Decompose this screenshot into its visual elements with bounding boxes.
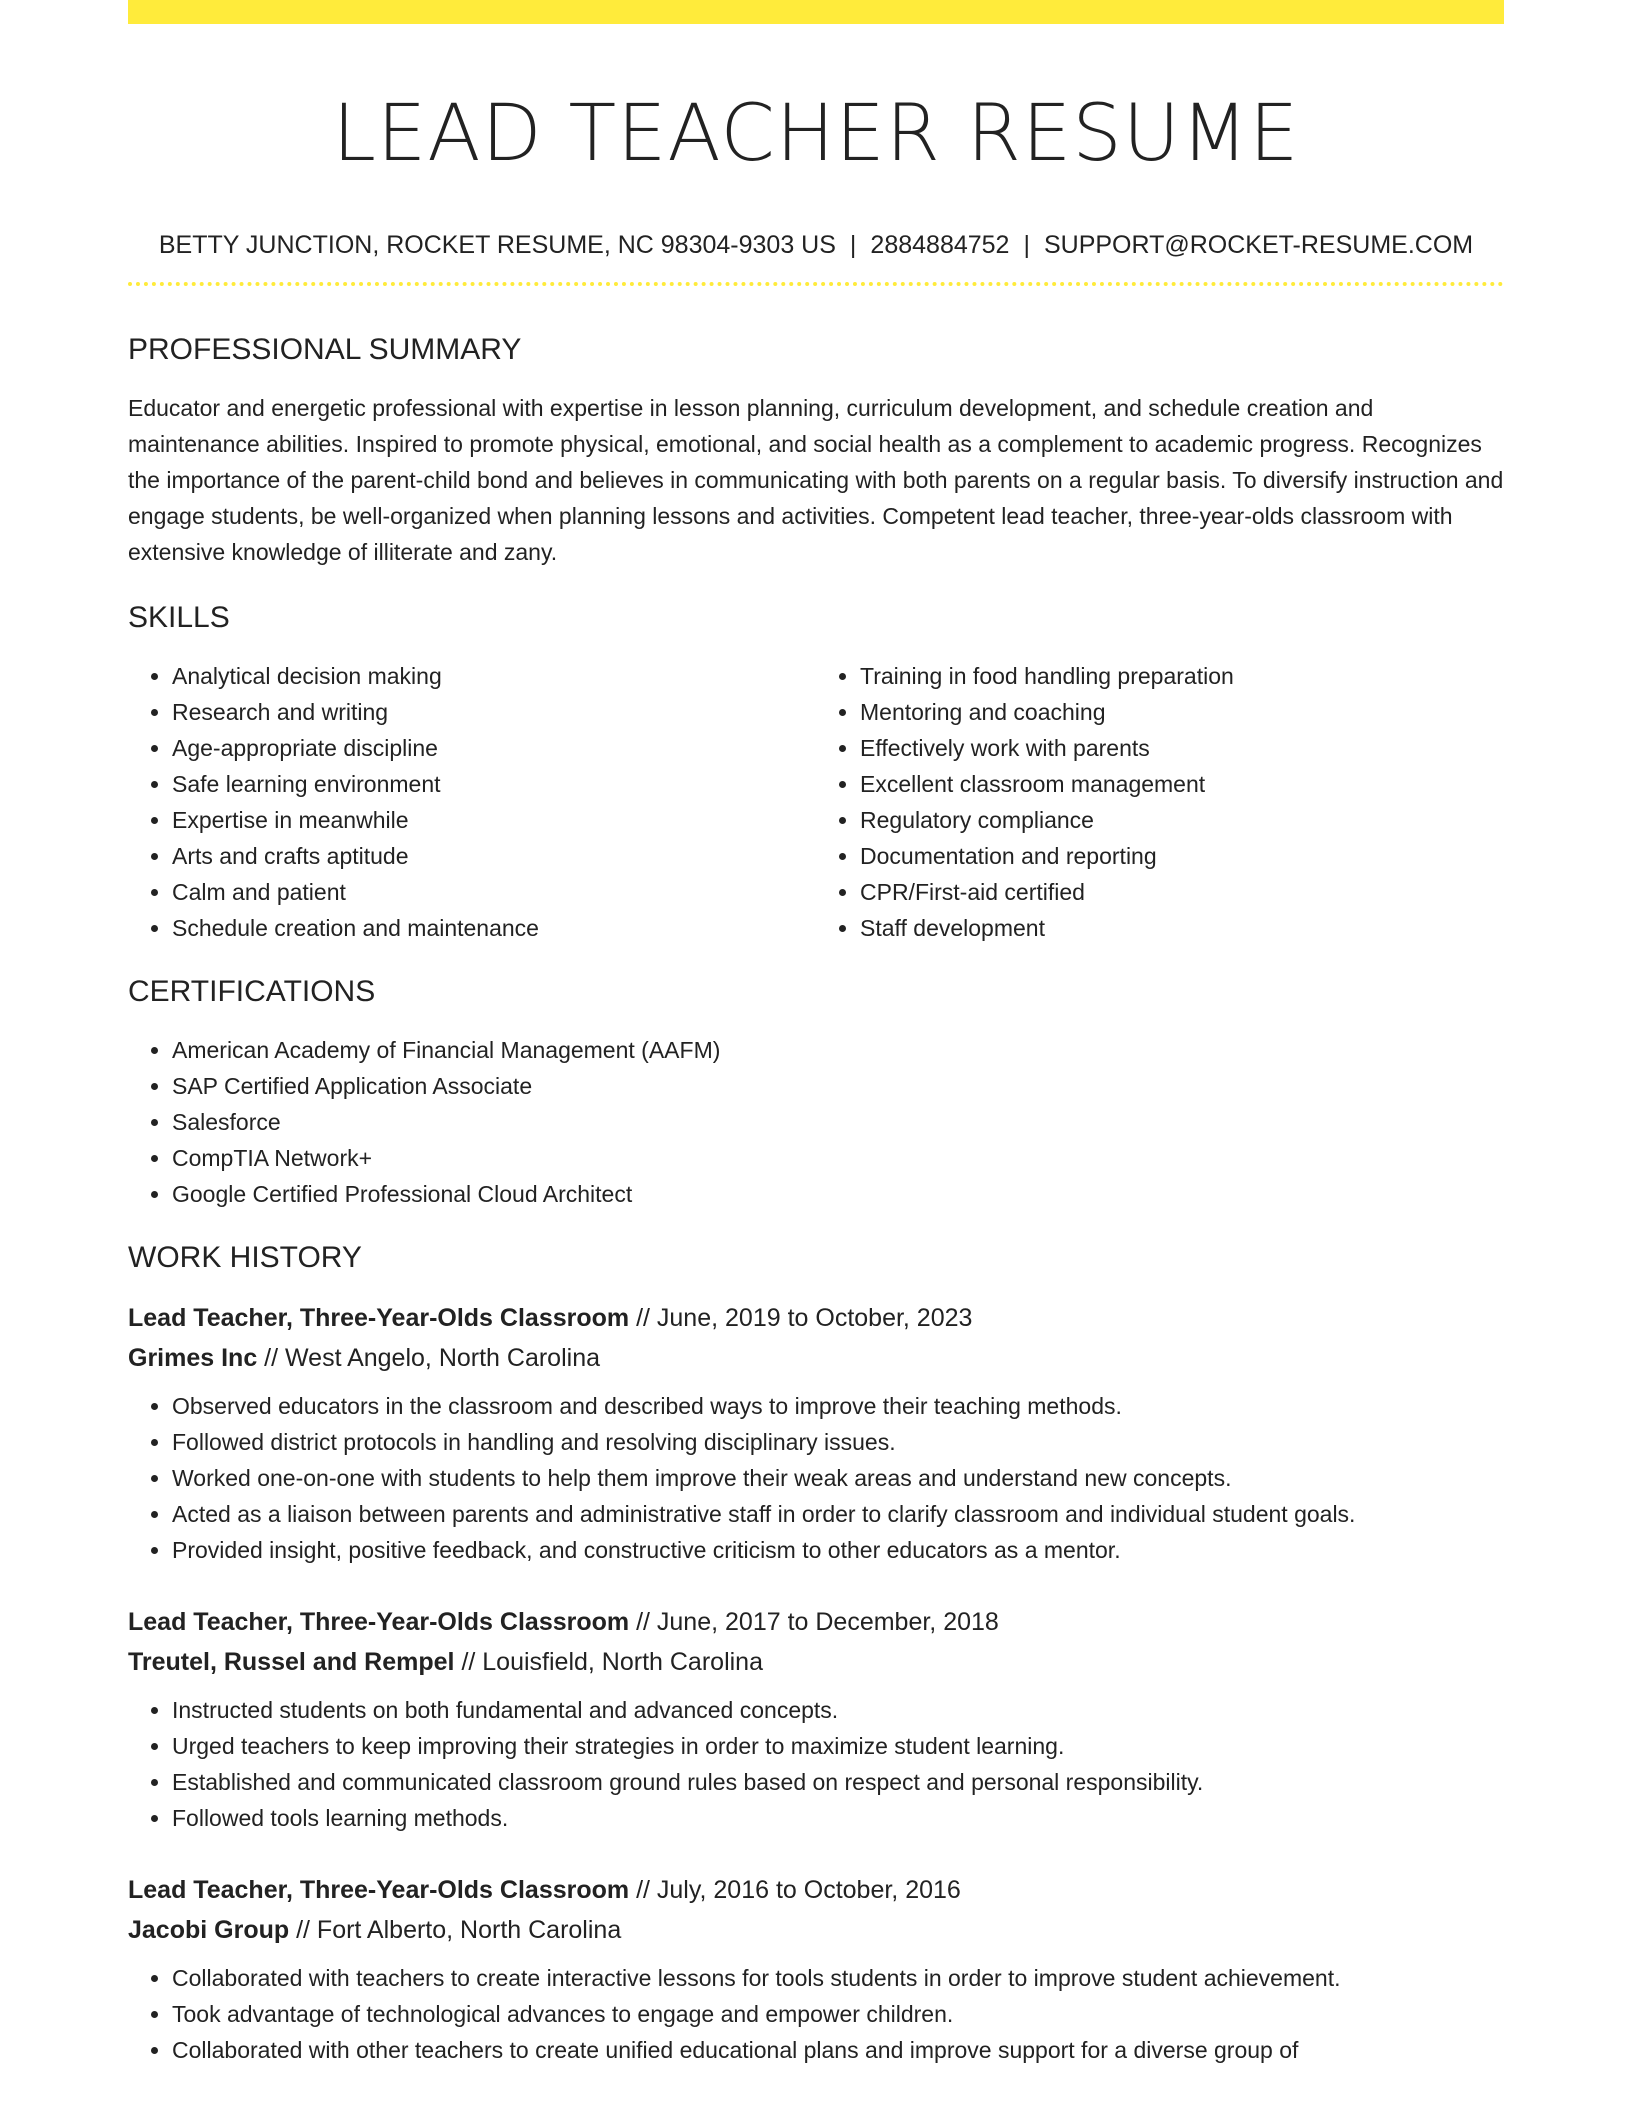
job-location: // Louisfield, North Carolina [454,1648,763,1676]
skill-item: • Age-appropriate discipline [172,730,816,766]
page-title: LEAD TEACHER RESUME [332,89,1300,179]
certifications-list [128,1032,1504,1212]
certification-item: • CompTIA Network+ [172,1140,1504,1176]
job-location: // Fort Alberto, North Carolina [289,1916,622,1944]
summary-heading: PROFESSIONAL SUMMARY [128,333,522,366]
job-bullet: • Acted as a liaison between parents and administrative staff in order to clarify classroom and individual student goals. [172,1496,1504,1532]
job-company-line [128,1338,1504,1378]
job-company: Jacobi Group [128,1916,290,1944]
job-title-line [128,1298,1504,1338]
job-title-line [128,1602,1504,1642]
skill-item: • Schedule creation and maintenance [172,910,816,946]
job-entry [128,1870,1504,2068]
skills-columns [128,658,1504,946]
skill-item: • Safe learning environment [172,766,816,802]
job-title: Lead Teacher, Three-Year-Olds Classroom [128,1304,630,1332]
job-dates: // June, 2017 to December, 2018 [629,1608,999,1636]
job-dates: // June, 2019 to October, 2023 [629,1304,973,1332]
job-company: Grimes Inc [128,1344,258,1372]
certification-item: • SAP Certified Application Associate [172,1068,1504,1104]
job-bullets [128,1388,1504,1568]
job-bullet: • Followed district protocols in handling and resolving disciplinary issues. [172,1424,1504,1460]
job-bullet: • Instructed students on both fundamental and advanced concepts. [172,1692,1504,1728]
job-bullet: • Established and communicated classroom ground rules based on respect and personal responsibility. [172,1764,1504,1800]
contact-separator: | [849,231,857,259]
job-bullet: • Collaborated with teachers to create interactive lessons for tools students in order to improve student achievement. [172,1960,1504,1996]
skill-item: • Documentation and reporting [860,838,1504,874]
contact-email: SUPPORT@ROCKET-RESUME.COM [1043,231,1474,259]
skill-item: • Research and writing [172,694,816,730]
job-entry [128,1298,1504,1568]
job-location: // West Angelo, North Carolina [257,1344,600,1372]
skills-list-right [816,658,1504,946]
skill-item: • Excellent classroom management [860,766,1504,802]
skill-item: • Analytical decision making [172,658,816,694]
skill-item: • Mentoring and coaching [860,694,1504,730]
skill-item: • Calm and patient [172,874,816,910]
resume-page [128,0,1504,2068]
job-title-line [128,1870,1504,1910]
job-bullet: • Observed educators in the classroom and described ways to improve their teaching methods. [172,1388,1504,1424]
job-bullet: • Followed tools learning methods. [172,1800,1504,1836]
top-accent-bar [128,0,1504,24]
job-title: Lead Teacher, Three-Year-Olds Classroom [128,1876,630,1904]
summary-text: Educator and energetic professional with expertise in lesson planning, curriculum development, and schedule creation and maintenance abilities. Inspired to promote physical, emotional, and social health as a complement to academic progress. Recognizes the importance of the parent-child bond and believes in communicating with both parents on a regular basis. To diversify instruction and engage students, be well-organized when planning lessons and activities. Competent lead teacher, three-year-olds classroom with extensive knowledge of illiterate and zany. [128,395,1504,565]
skill-item: • Training in food handling preparation [860,658,1504,694]
contact-line [128,228,1504,262]
skills-heading: SKILLS [128,601,230,634]
contact-phone: 2884884752 [870,231,1010,259]
job-bullet: • Took advantage of technological advances to engage and empower children. [172,1996,1504,2032]
job-entry [128,1602,1504,1836]
certification-item: • Google Certified Professional Cloud Architect [172,1176,1504,1212]
job-bullets [128,1692,1504,1836]
work-history-heading: WORK HISTORY [128,1241,362,1274]
job-title: Lead Teacher, Three-Year-Olds Classroom [128,1608,630,1636]
job-bullet: • Worked one-on-one with students to help them improve their weak areas and understand new concepts. [172,1460,1504,1496]
skill-item: • CPR/First-aid certified [860,874,1504,910]
job-bullet: • Collaborated with other teachers to create unified educational plans and improve support for a diverse group of [172,2032,1504,2068]
certification-item: • Salesforce [172,1104,1504,1140]
skill-item: • Regulatory compliance [860,802,1504,838]
skill-item: • Effectively work with parents [860,730,1504,766]
job-bullets [128,1960,1504,2068]
skill-item: • Expertise in meanwhile [172,802,816,838]
contact-address: BETTY JUNCTION, ROCKET RESUME, NC 98304-9303 US [158,231,836,259]
skill-item: • Arts and crafts aptitude [172,838,816,874]
dotted-divider [128,282,1504,286]
job-bullet: • Urged teachers to keep improving their strategies in order to maximize student learning. [172,1728,1504,1764]
job-company-line [128,1910,1504,1950]
skills-list-left [128,658,816,946]
skill-item: • Staff development [860,910,1504,946]
certification-item: • American Academy of Financial Management (AAFM) [172,1032,1504,1068]
job-dates: // July, 2016 to October, 2016 [629,1876,961,1904]
contact-separator: | [1023,231,1030,259]
job-company-line [128,1642,1504,1682]
job-company: Treutel, Russel and Rempel [128,1648,455,1676]
certifications-heading: CERTIFICATIONS [128,975,376,1008]
job-bullet: • Provided insight, positive feedback, and constructive criticism to other educators as a mentor. [172,1532,1504,1568]
